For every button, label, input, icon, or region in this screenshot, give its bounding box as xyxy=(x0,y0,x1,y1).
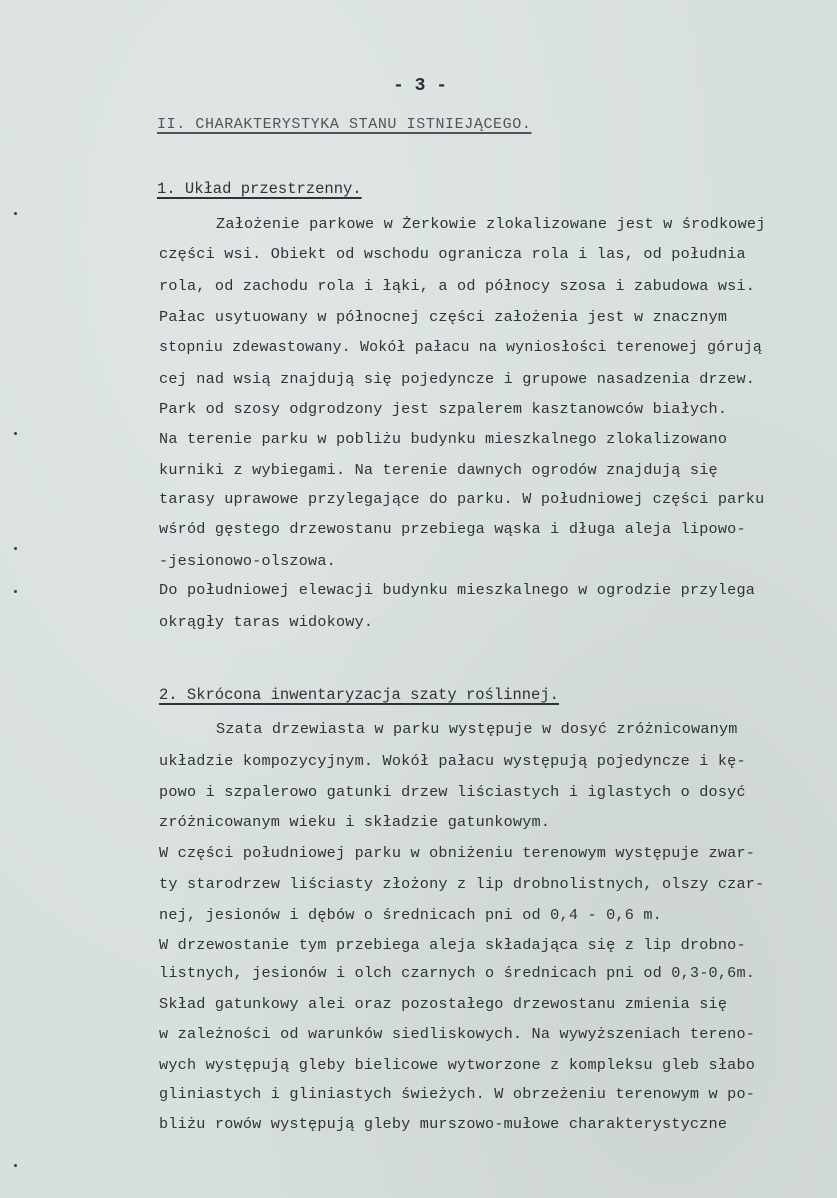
text-line: tarasy uprawowe przylegające do parku. W południowej części parku xyxy=(159,490,765,508)
text-line: Założenie parkowe w Żerkowie zlokalizowane jest w środkowej xyxy=(216,215,766,233)
text-line: -jesionowo-olszowa. xyxy=(159,552,336,570)
text-line: Pałac usytuowany w północnej części założenia jest w znacznym xyxy=(159,308,728,326)
text-line: części wsi. Obiekt od wschodu ogranicza rola i las, od południa xyxy=(159,245,746,263)
margin-speck xyxy=(14,590,17,593)
subsection-1-heading: 1. Układ przestrzenny. xyxy=(157,180,362,198)
text-line: W drzewostanie tym przebiega aleja składająca się z lip drobno- xyxy=(159,936,746,954)
text-line: cej nad wsią znajdują się pojedyncze i grupowe nasadzenia drzew. xyxy=(159,370,756,388)
margin-speck xyxy=(14,547,17,550)
text-line: Park od szosy odgrodzony jest szpalerem kasztanowców białych. xyxy=(159,400,728,418)
text-line: wśród gęstego drzewostanu przebiega wąska i długa aleja lipowo- xyxy=(159,520,746,538)
margin-speck xyxy=(14,432,17,435)
text-line: bliżu rowów występują gleby murszowo-mułowe charakterystyczne xyxy=(159,1115,728,1133)
section-title: II. CHARAKTERYSTYKA STANU ISTNIEJĄCEGO. xyxy=(157,116,532,133)
text-line: stopniu zdewastowany. Wokół pałacu na wyniosłości terenowej górują xyxy=(159,340,762,356)
text-line: zróżnicowanym wieku i składzie gatunkowym. xyxy=(159,813,551,831)
text-line: Do południowej elewacji budynku mieszkalnego w ogrodzie przylega xyxy=(159,581,756,599)
text-line: Szata drzewiasta w parku występuje w dosyć zróżnicowanym xyxy=(216,720,738,738)
text-line: listnych, jesionów i olch czarnych o średnicach pni od 0,3-0,6m. xyxy=(159,964,756,982)
text-line: w zależności od warunków siedliskowych. Na wywyższeniach tereno- xyxy=(159,1025,756,1043)
page-number: - 3 - xyxy=(393,76,448,96)
text-line: okrągły taras widokowy. xyxy=(159,613,374,631)
text-line: nej, jesionów i dębów o średnicach pni od 0,4 - 0,6 m. xyxy=(159,906,662,924)
text-line: W części południowej parku w obniżeniu terenowym występuje zwar- xyxy=(159,844,756,862)
text-line: rola, od zachodu rola i łąki, a od północy szosa i zabudowa wsi. xyxy=(159,277,756,295)
text-line: powo i szpalerowo gatunki drzew liściastych i iglastych o dosyć xyxy=(159,783,746,801)
subsection-2-heading: 2. Skrócona inwentaryzacja szaty roślinnej. xyxy=(159,686,559,704)
text-line: ty starodrzew liściasty złożony z lip drobnolistnych, olszy czar- xyxy=(159,875,765,893)
text-line: Na terenie parku w pobliżu budynku mieszkalnego zlokalizowano xyxy=(159,430,728,448)
margin-speck xyxy=(14,212,17,215)
text-line: układzie kompozycyjnym. Wokół pałacu występują pojedyncze i kę- xyxy=(159,752,746,770)
text-line: wych występują gleby bielicowe wytworzone z kompleksu gleb słabo xyxy=(159,1056,756,1074)
margin-speck xyxy=(14,1164,17,1167)
text-line: Skład gatunkowy alei oraz pozostałego drzewostanu zmienia się xyxy=(159,995,728,1013)
text-line: kurniki z wybiegami. Na terenie dawnych ogrodów znajdują się xyxy=(159,461,718,479)
text-line: gliniastych i gliniastych świeżych. W obrzeżeniu terenowym w po- xyxy=(159,1085,756,1103)
